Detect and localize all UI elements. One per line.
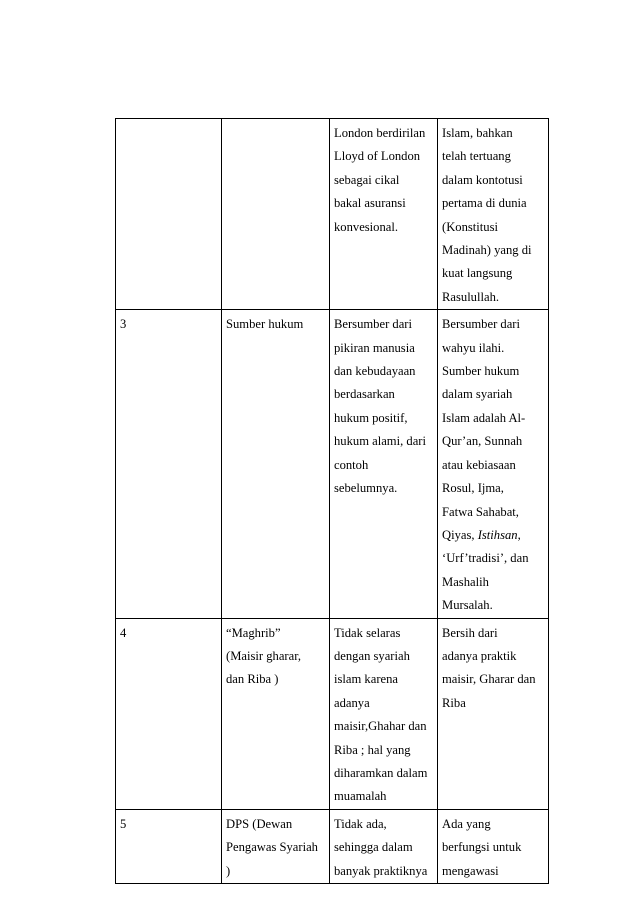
row-number: 3	[120, 317, 127, 332]
text-line: bakal asuransi	[334, 196, 406, 211]
text-line: )	[226, 863, 231, 878]
text-line: Riba	[442, 695, 466, 710]
text-line: Rasulullah.	[442, 289, 500, 304]
text-line: Tidak selaras	[334, 625, 401, 640]
text-line: Madinah) yang di	[442, 243, 532, 258]
aspect-cell	[222, 618, 330, 809]
text-line: muamalah	[334, 789, 387, 804]
sharia-cell	[438, 809, 549, 883]
number-cell	[116, 119, 222, 310]
text-line: hukum positif,	[334, 410, 408, 425]
row-number: 5	[120, 816, 127, 831]
text-line: berfungsi untuk	[442, 840, 522, 855]
table-row	[116, 119, 549, 310]
aspect-cell	[222, 119, 330, 310]
text-line: maisir,Ghahar dan	[334, 719, 427, 734]
text-line: mengawasi	[442, 863, 499, 878]
text-line: dan Riba )	[226, 672, 279, 687]
sharia-cell	[438, 618, 549, 809]
text-line: contoh	[334, 457, 369, 472]
text-line: atau kebiasaan	[442, 457, 516, 472]
text-line: kuat langsung	[442, 266, 513, 281]
text-line: telah tertuang	[442, 149, 511, 164]
table-row	[116, 809, 549, 883]
text-line: sehingga dalam	[334, 840, 413, 855]
text-line: diharamkan dalam	[334, 765, 428, 780]
text-line: maisir, Gharar dan	[442, 672, 536, 687]
text-line: dengan syariah	[334, 648, 410, 663]
text-line: Lloyd of London	[334, 149, 421, 164]
text-line: Rosul, Ijma,	[442, 481, 504, 496]
text-line: banyak praktiknya	[334, 863, 428, 878]
text-line: sebelumnya.	[334, 481, 398, 496]
text-line	[442, 524, 543, 547]
conventional-cell	[330, 310, 438, 618]
conventional-cell	[330, 618, 438, 809]
number-cell	[116, 809, 222, 883]
text-line: Islam adalah Al-	[442, 410, 526, 425]
conventional-cell	[330, 809, 438, 883]
table-row	[116, 618, 549, 809]
text-line: ‘Urf’tradisi’, dan	[442, 551, 529, 566]
text-line: Tidak ada,	[334, 816, 387, 831]
text-line: Mashalih	[442, 574, 489, 589]
text-line: adanya	[334, 695, 370, 710]
text-line: DPS (Dewan	[226, 816, 293, 831]
aspect-cell	[222, 809, 330, 883]
number-cell	[116, 310, 222, 618]
text-line: dalam syariah	[442, 387, 513, 402]
text-line: Ada yang	[442, 816, 491, 831]
text-line: pertama di dunia	[442, 196, 527, 211]
text-line: pikiran manusia	[334, 340, 415, 355]
text-line: Qur’an, Sunnah	[442, 434, 523, 449]
text-line: London berdirilan	[334, 126, 426, 140]
row-number: 4	[120, 625, 127, 640]
text-line: islam karena	[334, 672, 398, 687]
italic-term: Istihsan,	[477, 527, 521, 542]
conventional-cell	[330, 119, 438, 310]
text-fragment: Qiyas,	[442, 527, 475, 542]
sharia-cell	[438, 310, 549, 618]
text-line: dan kebudayaan	[334, 364, 416, 379]
text-line: Bersumber dari	[442, 317, 520, 332]
comparison-table	[115, 118, 549, 884]
text-line: Bersumber dari	[334, 317, 412, 332]
text-line: Pengawas Syariah	[226, 840, 318, 855]
text-line: hukum alami, dari	[334, 434, 426, 449]
text-line: wahyu ilahi.	[442, 340, 505, 355]
text-line: Islam, bahkan	[442, 126, 513, 140]
text-line: Mursalah.	[442, 598, 493, 613]
aspect-cell	[222, 310, 330, 618]
text-line: Sumber hukum	[442, 364, 520, 379]
text-line: “Maghrib”	[226, 625, 281, 640]
text-line: (Maisir gharar,	[226, 648, 302, 663]
text-line: dalam kontotusi	[442, 172, 523, 187]
text-line: Bersih dari	[442, 625, 498, 640]
text-line: Riba ; hal yang	[334, 742, 411, 757]
text-line: adanya praktik	[442, 648, 517, 663]
number-cell	[116, 618, 222, 809]
table-row	[116, 310, 549, 618]
text-line: berdasarkan	[334, 387, 395, 402]
text-line: konvesional.	[334, 219, 399, 234]
text-line: (Konstitusi	[442, 219, 498, 234]
sharia-cell	[438, 119, 549, 310]
text-line: Sumber hukum	[226, 317, 304, 332]
text-line: sebagai cikal	[334, 172, 400, 187]
text-line: Fatwa Sahabat,	[442, 504, 519, 519]
